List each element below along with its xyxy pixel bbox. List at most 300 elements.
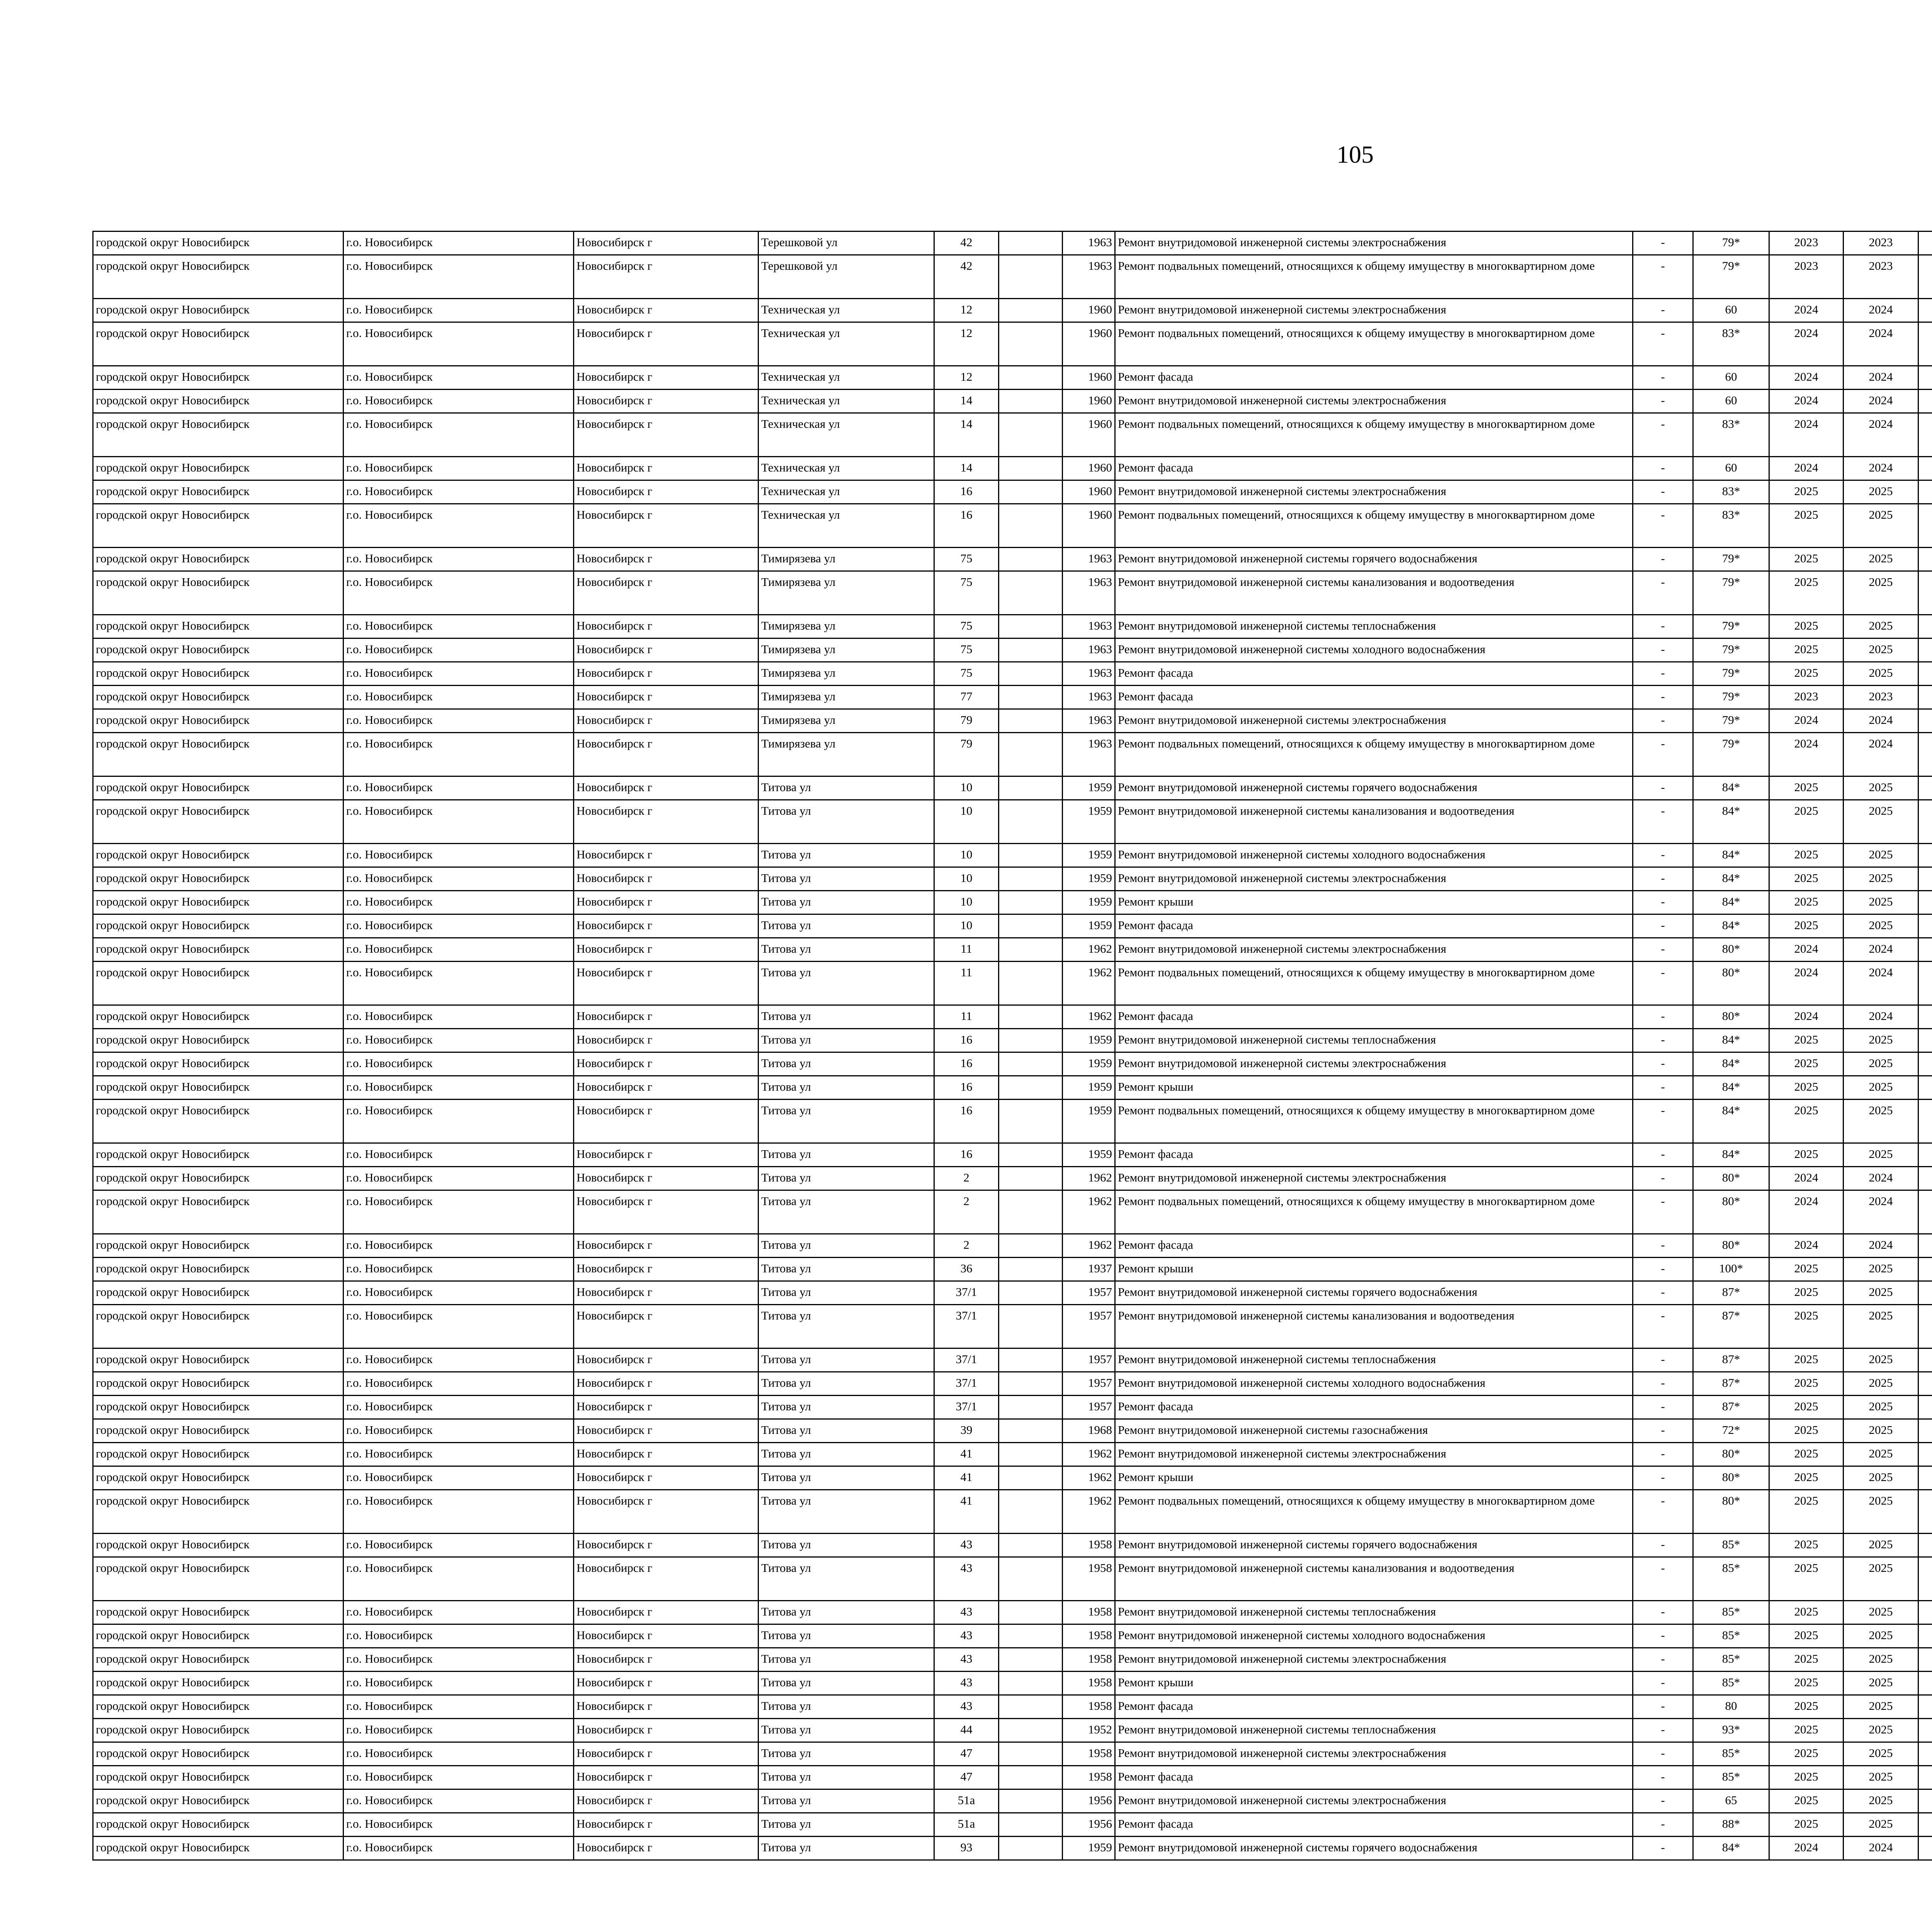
cell-work-type: Ремонт крыши xyxy=(1115,1672,1633,1695)
cell-cost-total xyxy=(1918,615,1932,638)
cell-work-type: Ремонт внутридомовой инженерной системы теплоснабжения xyxy=(1115,1601,1633,1624)
cell-street: Титова ул xyxy=(759,1624,934,1648)
cell-separator: - xyxy=(1633,800,1693,844)
cell-plan-year-start: 2025 xyxy=(1769,480,1844,504)
cell-plan-year-start: 2025 xyxy=(1769,1766,1844,1789)
cell-wear-percent: 80* xyxy=(1693,1443,1769,1466)
cell-city: Новосибирск г xyxy=(574,1557,759,1601)
cell-building xyxy=(999,1052,1063,1076)
cell-cost-total xyxy=(1918,1029,1932,1052)
cell-plan-year-start: 2025 xyxy=(1769,1534,1844,1557)
cell-cost-total xyxy=(1918,1766,1932,1789)
cell-locality-district: г.о. Новосибирск xyxy=(344,571,574,615)
cell-municipality: городской округ Новосибирск xyxy=(93,1695,344,1719)
cell-house-number: 43 xyxy=(934,1672,999,1695)
cell-plan-year-start: 2025 xyxy=(1769,1419,1844,1443)
cell-city: Новосибирск г xyxy=(574,1837,759,1860)
cell-plan-year-end: 2025 xyxy=(1844,1557,1918,1601)
cell-work-type: Ремонт подвальных помещений, относящихся к общему имуществу в многоквартирном доме xyxy=(1115,1190,1633,1234)
cell-plan-year-start: 2025 xyxy=(1769,1076,1844,1100)
cell-street: Титова ул xyxy=(759,1837,934,1860)
cell-house-number: 43 xyxy=(934,1695,999,1719)
cell-cost-total xyxy=(1918,1466,1932,1490)
table-row xyxy=(93,1742,1932,1766)
cell-municipality: городской округ Новосибирск xyxy=(93,1443,344,1466)
cell-separator: - xyxy=(1633,1190,1693,1234)
cell-work-type: Ремонт внутридомовой инженерной системы электроснабжения xyxy=(1115,1167,1633,1190)
cell-year-built: 1959 xyxy=(1063,1052,1115,1076)
cell-municipality: городской округ Новосибирск xyxy=(93,1100,344,1143)
cell-cost-total xyxy=(1918,638,1932,662)
cell-municipality: городской округ Новосибирск xyxy=(93,1624,344,1648)
cell-plan-year-end: 2024 xyxy=(1844,322,1918,366)
cell-cost-total xyxy=(1918,548,1932,571)
cell-house-number: 10 xyxy=(934,914,999,938)
cell-work-type: Ремонт фасада xyxy=(1115,1143,1633,1167)
cell-separator: - xyxy=(1633,1742,1693,1766)
cell-building xyxy=(999,776,1063,800)
cell-plan-year-end: 2025 xyxy=(1844,1372,1918,1396)
cell-plan-year-start: 2025 xyxy=(1769,1695,1844,1719)
cell-cost-total xyxy=(1918,1624,1932,1648)
cell-street: Техническая ул xyxy=(759,299,934,322)
table-row xyxy=(93,504,1932,548)
cell-separator: - xyxy=(1633,686,1693,709)
table-body xyxy=(93,232,1932,1860)
cell-house-number: 11 xyxy=(934,1005,999,1029)
cell-building xyxy=(999,548,1063,571)
cell-plan-year-end: 2025 xyxy=(1844,480,1918,504)
cell-street: Титова ул xyxy=(759,1466,934,1490)
cell-city: Новосибирск г xyxy=(574,1029,759,1052)
cell-year-built: 1959 xyxy=(1063,914,1115,938)
cell-plan-year-start: 2025 xyxy=(1769,1348,1844,1372)
cell-locality-district: г.о. Новосибирск xyxy=(344,1813,574,1837)
cell-wear-percent: 84* xyxy=(1693,844,1769,867)
cell-plan-year-end: 2024 xyxy=(1844,299,1918,322)
cell-house-number: 75 xyxy=(934,615,999,638)
cell-work-type: Ремонт внутридомовой инженерной системы холодного водоснабжения xyxy=(1115,1372,1633,1396)
cell-year-built: 1962 xyxy=(1063,1466,1115,1490)
cell-street: Титова ул xyxy=(759,1695,934,1719)
table-row xyxy=(93,1234,1932,1258)
cell-cost-total xyxy=(1918,457,1932,480)
cell-city: Новосибирск г xyxy=(574,457,759,480)
cell-plan-year-start: 2025 xyxy=(1769,1672,1844,1695)
cell-plan-year-start: 2025 xyxy=(1769,504,1844,548)
cell-plan-year-start: 2024 xyxy=(1769,733,1844,776)
cell-separator: - xyxy=(1633,1443,1693,1466)
cell-work-type: Ремонт подвальных помещений, относящихся к общему имуществу в многоквартирном доме xyxy=(1115,504,1633,548)
table-row xyxy=(93,1419,1932,1443)
cell-wear-percent: 100* xyxy=(1693,1258,1769,1281)
table-row xyxy=(93,1695,1932,1719)
cell-plan-year-start: 2025 xyxy=(1769,1029,1844,1052)
cell-building xyxy=(999,891,1063,914)
cell-building xyxy=(999,1789,1063,1813)
cell-plan-year-end: 2024 xyxy=(1844,733,1918,776)
cell-house-number: 10 xyxy=(934,891,999,914)
cell-locality-district: г.о. Новосибирск xyxy=(344,1076,574,1100)
cell-cost-total xyxy=(1918,1190,1932,1234)
cell-plan-year-start: 2023 xyxy=(1769,255,1844,299)
cell-plan-year-start: 2023 xyxy=(1769,686,1844,709)
cell-municipality: городской округ Новосибирск xyxy=(93,548,344,571)
table-row xyxy=(93,800,1932,844)
cell-street: Терешковой ул xyxy=(759,255,934,299)
cell-plan-year-end: 2025 xyxy=(1844,1029,1918,1052)
cell-work-type: Ремонт крыши xyxy=(1115,1076,1633,1100)
cell-year-built: 1957 xyxy=(1063,1372,1115,1396)
cell-work-type: Ремонт внутридомовой инженерной системы электроснабжения xyxy=(1115,1742,1633,1766)
cell-street: Техническая ул xyxy=(759,457,934,480)
cell-plan-year-start: 2024 xyxy=(1769,709,1844,733)
cell-plan-year-end: 2024 xyxy=(1844,709,1918,733)
cell-plan-year-end: 2024 xyxy=(1844,1167,1918,1190)
cell-cost-total xyxy=(1918,504,1932,548)
cell-work-type: Ремонт внутридомовой инженерной системы горячего водоснабжения xyxy=(1115,548,1633,571)
cell-city: Новосибирск г xyxy=(574,1052,759,1076)
cell-house-number: 16 xyxy=(934,1052,999,1076)
cell-wear-percent: 84* xyxy=(1693,1029,1769,1052)
cell-city: Новосибирск г xyxy=(574,776,759,800)
cell-wear-percent: 79* xyxy=(1693,686,1769,709)
cell-street: Титова ул xyxy=(759,1601,934,1624)
cell-municipality: городской округ Новосибирск xyxy=(93,1076,344,1100)
cell-cost-total xyxy=(1918,255,1932,299)
cell-house-number: 14 xyxy=(934,457,999,480)
cell-city: Новосибирск г xyxy=(574,1396,759,1419)
cell-municipality: городской округ Новосибирск xyxy=(93,686,344,709)
cell-work-type: Ремонт фасада xyxy=(1115,914,1633,938)
cell-wear-percent: 72* xyxy=(1693,1419,1769,1443)
cell-year-built: 1960 xyxy=(1063,457,1115,480)
cell-building xyxy=(999,1557,1063,1601)
cell-separator: - xyxy=(1633,1766,1693,1789)
capital-repair-table xyxy=(92,231,1932,1861)
cell-plan-year-start: 2025 xyxy=(1769,1100,1844,1143)
cell-city: Новосибирск г xyxy=(574,662,759,686)
cell-separator: - xyxy=(1633,776,1693,800)
cell-city: Новосибирск г xyxy=(574,800,759,844)
cell-plan-year-start: 2024 xyxy=(1769,390,1844,413)
cell-street: Титова ул xyxy=(759,1419,934,1443)
cell-locality-district: г.о. Новосибирск xyxy=(344,962,574,1005)
cell-plan-year-start: 2025 xyxy=(1769,1052,1844,1076)
cell-year-built: 1960 xyxy=(1063,390,1115,413)
cell-plan-year-end: 2023 xyxy=(1844,255,1918,299)
cell-year-built: 1960 xyxy=(1063,322,1115,366)
table-row xyxy=(93,1789,1932,1813)
cell-plan-year-end: 2025 xyxy=(1844,1490,1918,1534)
cell-locality-district: г.о. Новосибирск xyxy=(344,1143,574,1167)
cell-work-type: Ремонт крыши xyxy=(1115,891,1633,914)
cell-work-type: Ремонт внутридомовой инженерной системы электроснабжения xyxy=(1115,1443,1633,1466)
cell-house-number: 16 xyxy=(934,1143,999,1167)
cell-locality-district: г.о. Новосибирск xyxy=(344,255,574,299)
cell-plan-year-end: 2024 xyxy=(1844,1837,1918,1860)
cell-cost-total xyxy=(1918,1396,1932,1419)
cell-building xyxy=(999,1719,1063,1742)
cell-wear-percent: 80* xyxy=(1693,1005,1769,1029)
table-row xyxy=(93,1624,1932,1648)
table-row xyxy=(93,1719,1932,1742)
cell-building xyxy=(999,867,1063,891)
table-row xyxy=(93,938,1932,962)
cell-work-type: Ремонт внутридомовой инженерной системы канализования и водоотведения xyxy=(1115,1305,1633,1348)
cell-plan-year-start: 2025 xyxy=(1769,1813,1844,1837)
cell-street: Титова ул xyxy=(759,1534,934,1557)
cell-municipality: городской округ Новосибирск xyxy=(93,891,344,914)
cell-year-built: 1960 xyxy=(1063,504,1115,548)
cell-building xyxy=(999,322,1063,366)
cell-street: Титова ул xyxy=(759,1789,934,1813)
cell-building xyxy=(999,686,1063,709)
cell-street: Титова ул xyxy=(759,1719,934,1742)
cell-plan-year-end: 2025 xyxy=(1844,844,1918,867)
cell-year-built: 1962 xyxy=(1063,1167,1115,1190)
cell-plan-year-end: 2025 xyxy=(1844,1396,1918,1419)
cell-house-number: 16 xyxy=(934,1076,999,1100)
cell-wear-percent: 87* xyxy=(1693,1396,1769,1419)
cell-house-number: 16 xyxy=(934,1100,999,1143)
cell-work-type: Ремонт внутридомовой инженерной системы горячего водоснабжения xyxy=(1115,1837,1633,1860)
cell-building xyxy=(999,1837,1063,1860)
cell-municipality: городской округ Новосибирск xyxy=(93,480,344,504)
cell-wear-percent: 85* xyxy=(1693,1672,1769,1695)
cell-street: Титова ул xyxy=(759,1281,934,1305)
cell-separator: - xyxy=(1633,548,1693,571)
cell-separator: - xyxy=(1633,867,1693,891)
cell-work-type: Ремонт внутридомовой инженерной системы электроснабжения xyxy=(1115,480,1633,504)
cell-cost-total xyxy=(1918,232,1932,255)
cell-city: Новосибирск г xyxy=(574,1466,759,1490)
cell-separator: - xyxy=(1633,232,1693,255)
cell-wear-percent: 87* xyxy=(1693,1281,1769,1305)
cell-wear-percent: 79* xyxy=(1693,571,1769,615)
cell-house-number: 41 xyxy=(934,1443,999,1466)
cell-cost-total xyxy=(1918,1719,1932,1742)
cell-year-built: 1963 xyxy=(1063,571,1115,615)
cell-cost-total xyxy=(1918,1813,1932,1837)
cell-plan-year-start: 2025 xyxy=(1769,800,1844,844)
cell-city: Новосибирск г xyxy=(574,962,759,1005)
cell-city: Новосибирск г xyxy=(574,504,759,548)
cell-work-type: Ремонт подвальных помещений, относящихся к общему имуществу в многоквартирном доме xyxy=(1115,962,1633,1005)
cell-work-type: Ремонт внутридомовой инженерной системы электроснабжения xyxy=(1115,232,1633,255)
cell-municipality: городской округ Новосибирск xyxy=(93,1190,344,1234)
cell-locality-district: г.о. Новосибирск xyxy=(344,1648,574,1672)
cell-street: Титова ул xyxy=(759,938,934,962)
cell-plan-year-start: 2025 xyxy=(1769,1742,1844,1766)
cell-plan-year-end: 2025 xyxy=(1844,1624,1918,1648)
cell-separator: - xyxy=(1633,1648,1693,1672)
table-row xyxy=(93,1490,1932,1534)
cell-house-number: 16 xyxy=(934,480,999,504)
cell-city: Новосибирск г xyxy=(574,1005,759,1029)
cell-street: Титова ул xyxy=(759,800,934,844)
cell-wear-percent: 83* xyxy=(1693,413,1769,457)
cell-street: Титова ул xyxy=(759,1648,934,1672)
cell-cost-total xyxy=(1918,867,1932,891)
cell-work-type: Ремонт крыши xyxy=(1115,1466,1633,1490)
cell-wear-percent: 60 xyxy=(1693,299,1769,322)
cell-work-type: Ремонт внутридомовой инженерной системы канализования и водоотведения xyxy=(1115,1557,1633,1601)
cell-municipality: городской округ Новосибирск xyxy=(93,413,344,457)
cell-work-type: Ремонт внутридомовой инженерной системы электроснабжения xyxy=(1115,938,1633,962)
cell-building xyxy=(999,1305,1063,1348)
cell-street: Титова ул xyxy=(759,1813,934,1837)
cell-street: Титова ул xyxy=(759,962,934,1005)
table-row xyxy=(93,480,1932,504)
cell-locality-district: г.о. Новосибирск xyxy=(344,457,574,480)
cell-year-built: 1962 xyxy=(1063,1190,1115,1234)
table-row xyxy=(93,962,1932,1005)
cell-house-number: 79 xyxy=(934,709,999,733)
table-row xyxy=(93,1557,1932,1601)
cell-work-type: Ремонт внутридомовой инженерной системы теплоснабжения xyxy=(1115,1348,1633,1372)
table-row xyxy=(93,457,1932,480)
cell-work-type: Ремонт внутридомовой инженерной системы электроснабжения xyxy=(1115,709,1633,733)
cell-building xyxy=(999,1258,1063,1281)
cell-street: Техническая ул xyxy=(759,366,934,390)
cell-plan-year-start: 2025 xyxy=(1769,615,1844,638)
cell-wear-percent: 85* xyxy=(1693,1742,1769,1766)
cell-municipality: городской округ Новосибирск xyxy=(93,1143,344,1167)
cell-cost-total xyxy=(1918,1005,1932,1029)
table-row xyxy=(93,1443,1932,1466)
cell-building xyxy=(999,733,1063,776)
cell-year-built: 1962 xyxy=(1063,938,1115,962)
cell-separator: - xyxy=(1633,1557,1693,1601)
cell-house-number: 10 xyxy=(934,776,999,800)
cell-cost-total xyxy=(1918,1672,1932,1695)
cell-wear-percent: 84* xyxy=(1693,1052,1769,1076)
cell-city: Новосибирск г xyxy=(574,390,759,413)
cell-municipality: городской округ Новосибирск xyxy=(93,1348,344,1372)
table-row xyxy=(93,1534,1932,1557)
cell-cost-total xyxy=(1918,1281,1932,1305)
cell-locality-district: г.о. Новосибирск xyxy=(344,1190,574,1234)
cell-work-type: Ремонт подвальных помещений, относящихся к общему имуществу в многоквартирном доме xyxy=(1115,1490,1633,1534)
cell-municipality: городской округ Новосибирск xyxy=(93,1557,344,1601)
cell-plan-year-end: 2024 xyxy=(1844,962,1918,1005)
cell-street: Техническая ул xyxy=(759,413,934,457)
cell-house-number: 44 xyxy=(934,1719,999,1742)
cell-house-number: 14 xyxy=(934,390,999,413)
cell-separator: - xyxy=(1633,962,1693,1005)
cell-house-number: 51а xyxy=(934,1813,999,1837)
cell-locality-district: г.о. Новосибирск xyxy=(344,504,574,548)
cell-city: Новосибирск г xyxy=(574,1813,759,1837)
cell-plan-year-start: 2024 xyxy=(1769,322,1844,366)
cell-cost-total xyxy=(1918,480,1932,504)
cell-street: Титова ул xyxy=(759,1766,934,1789)
cell-separator: - xyxy=(1633,480,1693,504)
cell-wear-percent: 80* xyxy=(1693,1190,1769,1234)
cell-wear-percent: 84* xyxy=(1693,776,1769,800)
cell-house-number: 75 xyxy=(934,548,999,571)
cell-cost-total xyxy=(1918,1534,1932,1557)
cell-plan-year-end: 2024 xyxy=(1844,1190,1918,1234)
cell-cost-total xyxy=(1918,891,1932,914)
table-row xyxy=(93,255,1932,299)
table-row xyxy=(93,1648,1932,1672)
cell-locality-district: г.о. Новосибирск xyxy=(344,1372,574,1396)
cell-locality-district: г.о. Новосибирск xyxy=(344,480,574,504)
cell-building xyxy=(999,1281,1063,1305)
cell-wear-percent: 79* xyxy=(1693,709,1769,733)
cell-cost-total xyxy=(1918,299,1932,322)
cell-house-number: 42 xyxy=(934,255,999,299)
cell-year-built: 1959 xyxy=(1063,1837,1115,1860)
cell-cost-total xyxy=(1918,1100,1932,1143)
table-row xyxy=(93,232,1932,255)
cell-cost-total xyxy=(1918,844,1932,867)
cell-municipality: городской округ Новосибирск xyxy=(93,1372,344,1396)
cell-year-built: 1963 xyxy=(1063,662,1115,686)
cell-plan-year-end: 2025 xyxy=(1844,914,1918,938)
cell-locality-district: г.о. Новосибирск xyxy=(344,1601,574,1624)
cell-separator: - xyxy=(1633,1719,1693,1742)
cell-street: Техническая ул xyxy=(759,322,934,366)
cell-municipality: городской округ Новосибирск xyxy=(93,1789,344,1813)
cell-street: Тимирязева ул xyxy=(759,638,934,662)
table-row xyxy=(93,1167,1932,1190)
cell-wear-percent: 60 xyxy=(1693,366,1769,390)
cell-building xyxy=(999,938,1063,962)
cell-locality-district: г.о. Новосибирск xyxy=(344,1466,574,1490)
cell-year-built: 1959 xyxy=(1063,891,1115,914)
cell-work-type: Ремонт внутридомовой инженерной системы теплоснабжения xyxy=(1115,1029,1633,1052)
cell-city: Новосибирск г xyxy=(574,1167,759,1190)
cell-wear-percent: 84* xyxy=(1693,891,1769,914)
cell-municipality: городской округ Новосибирск xyxy=(93,867,344,891)
cell-municipality: городской округ Новосибирск xyxy=(93,457,344,480)
cell-work-type: Ремонт внутридомовой инженерной системы горячего водоснабжения xyxy=(1115,1281,1633,1305)
cell-street: Терешковой ул xyxy=(759,232,934,255)
cell-street: Тимирязева ул xyxy=(759,733,934,776)
cell-street: Титова ул xyxy=(759,1234,934,1258)
cell-year-built: 1963 xyxy=(1063,255,1115,299)
table-row xyxy=(93,571,1932,615)
cell-wear-percent: 83* xyxy=(1693,480,1769,504)
cell-municipality: городской округ Новосибирск xyxy=(93,1281,344,1305)
cell-municipality: городской округ Новосибирск xyxy=(93,615,344,638)
cell-house-number: 14 xyxy=(934,413,999,457)
cell-building xyxy=(999,800,1063,844)
cell-building xyxy=(999,1348,1063,1372)
cell-city: Новосибирск г xyxy=(574,480,759,504)
cell-cost-total xyxy=(1918,390,1932,413)
cell-building xyxy=(999,662,1063,686)
cell-plan-year-end: 2025 xyxy=(1844,1789,1918,1813)
cell-street: Техническая ул xyxy=(759,480,934,504)
cell-building xyxy=(999,1396,1063,1419)
cell-street: Тимирязева ул xyxy=(759,571,934,615)
cell-separator: - xyxy=(1633,1258,1693,1281)
cell-work-type: Ремонт внутридомовой инженерной системы электроснабжения xyxy=(1115,299,1633,322)
cell-municipality: городской округ Новосибирск xyxy=(93,1672,344,1695)
cell-plan-year-start: 2024 xyxy=(1769,366,1844,390)
cell-street: Титова ул xyxy=(759,1396,934,1419)
cell-city: Новосибирск г xyxy=(574,322,759,366)
cell-street: Титова ул xyxy=(759,1005,934,1029)
cell-wear-percent: 60 xyxy=(1693,390,1769,413)
cell-plan-year-end: 2025 xyxy=(1844,1766,1918,1789)
cell-city: Новосибирск г xyxy=(574,1305,759,1348)
cell-wear-percent: 79* xyxy=(1693,255,1769,299)
